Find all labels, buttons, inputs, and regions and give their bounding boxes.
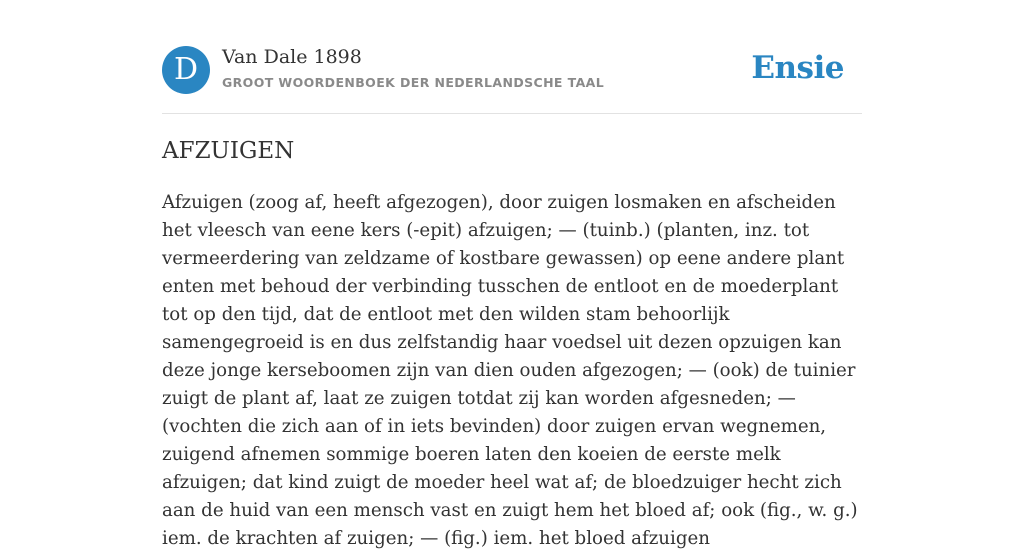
- entry-definition: Afzuigen (zoog af, heeft afgezogen), door zuigen losmaken en afscheiden het vleesch van eene kers (-epit) afzuigen; — (tuinb.) (planten, inz. tot vermeerdering van zeldzame of kostbare gewassen) op eene andere plant enten met behoud der verbinding tusschen de entloot en de moederplant tot op den tijd, dat de entloot met den wilden stam behoorlijk samengegroeid is en dus zelfstandig haar voedsel uit dezen opzuigen kan deze jonge kerseboomen zijn van dien ouden afgezogen; — (ook) de tuinier zuigt de plant af, laat ze zuigen totdat zij kan worden afgesneden; — (vochten die zich aan of in iets bevinden) door zuigen ervan wegnemen, zuigend afnemen sommige boeren laten den koeien de eerste melk afzuigen; dat kind zuigt de moeder heel wat af; de bloedzuiger hecht zich aan de huid van een mensch vast en zuigt hem het bloed af; ook (fig., w. g.) iem. de krachten af zuigen; — (fig.) iem. het bloed afzuigen: [162, 192, 858, 549]
- header-divider: [162, 113, 862, 114]
- source-avatar: D: [162, 46, 210, 94]
- source-title[interactable]: Van Dale 1898: [222, 46, 362, 68]
- ensie-logo[interactable]: Ensie: [751, 50, 844, 86]
- source-subtitle: GROOT WOORDENBOEK DER NEDERLANDSCHE TAAL: [222, 75, 605, 90]
- dictionary-header: [162, 46, 862, 96]
- entry-headword: AFZUIGEN: [162, 138, 295, 164]
